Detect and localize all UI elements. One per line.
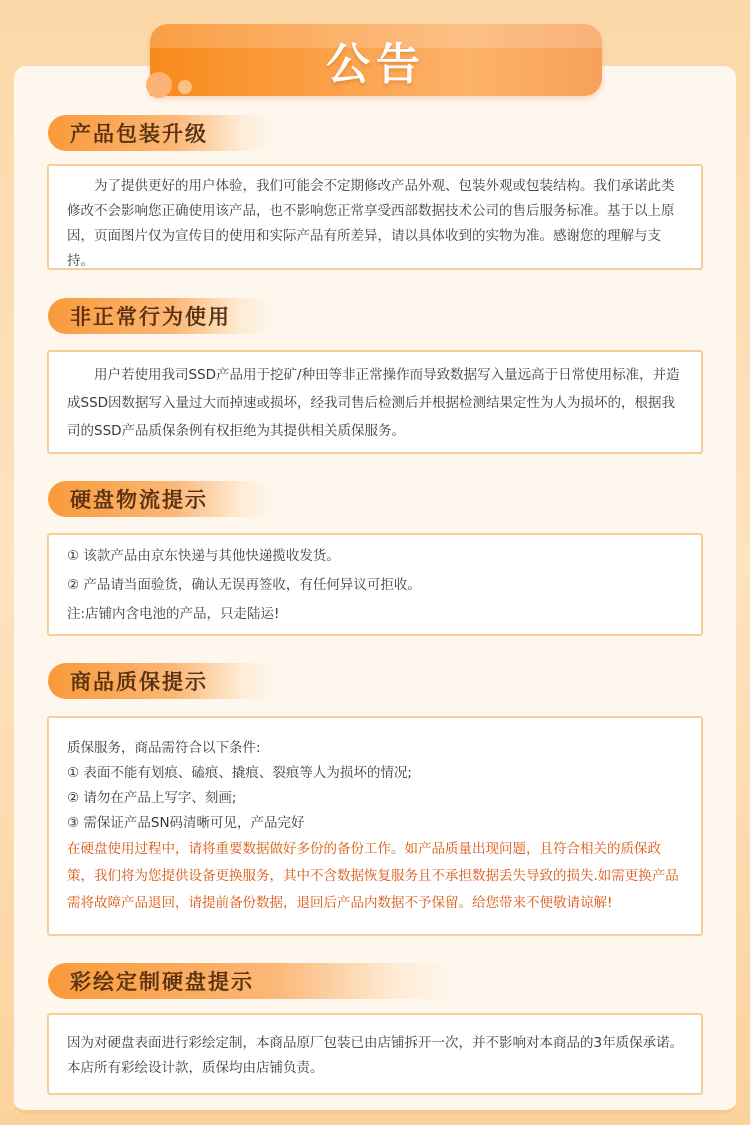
logistics-line: ② 产品请当面验货，确认无误再签收，有任何异议可拒收。 (67, 577, 421, 593)
section-title-text: 商品质保提示 (70, 670, 208, 694)
abnormal-use-paragraph: 用户若使用我司SSD产品用于挖矿/种田等非正常操作而导致数据写入量远高于日常使用标准，并造成SSD因数据写入量过大而掉速或损坏，经我司售后检测后并根据检测结果定性为人为损坏的，根据我司的SSD产品质保条例有权拒绝为其提供相关质保服务。 (67, 367, 680, 439)
warranty-line: ③ 需保证产品SN码清晰可见，产品完好 (67, 815, 305, 831)
warranty-line: 质保服务，商品需符合以下条件: (67, 740, 261, 756)
section-title-text: 产品包装升级 (70, 122, 208, 146)
warranty-line: ① 表面不能有划痕、磕痕、撬痕、裂痕等人为损坏的情况; (67, 765, 412, 781)
warranty-line: ② 请勿在产品上写字、刻画; (67, 790, 237, 806)
section-box-logistics (47, 533, 703, 636)
section-box-packaging (47, 164, 703, 270)
banner-title: 公告 (326, 39, 426, 90)
section-title-warranty (48, 663, 276, 699)
logistics-line: 注:店铺内含电池的产品，只走陆运! (67, 606, 280, 622)
section-title-custom-paint (48, 963, 458, 999)
custom-paint-paragraph: 因为对硬盘表面进行彩绘定制，本商品原厂包装已由店铺拆开一次，并不影响对本商品的3年质保承诺。本店所有彩绘设计款，质保均由店铺负责。 (67, 1035, 684, 1076)
packaging-paragraph: 为了提供更好的用户体验，我们可能会不定期修改产品外观、包装外观或包装结构。我们承诺此类修改不会影响您正确使用该产品，也不影响您正常享受西部数据技术公司的售后服务标准。基于以上原因，页面图片仅为宣传目的使用和实际产品有所差异，请以具体收到的实物为准。感谢您的理解与支持。 (67, 178, 675, 269)
section-title-text: 彩绘定制硬盘提示 (70, 970, 254, 994)
section-title-abnormal-use (48, 298, 276, 334)
section-title-text: 非正常行为使用 (70, 305, 231, 329)
warranty-warning: 在硬盘使用过程中，请将重要数据做好多份的备份工作。如产品质量出现问题，且符合相关的质保政策，我们将为您提供设备更换服务，其中不含数据恢复服务且不承担数据丢失导致的损失.如需更换产品需将故障产品退回，请提前备份数据，退回后产品内数据不予保留。给您带来不便敬请谅解! (67, 841, 679, 911)
section-title-text: 硬盘物流提示 (70, 488, 208, 512)
section-title-packaging (48, 115, 276, 151)
logistics-line: ① 该款产品由京东快递与其他快递揽收发货。 (67, 548, 340, 564)
section-title-logistics (48, 481, 276, 517)
section-box-custom-paint (47, 1013, 703, 1095)
decor-dot-small (178, 80, 192, 94)
section-box-abnormal-use (47, 350, 703, 454)
notice-banner (150, 24, 602, 96)
section-box-warranty (47, 716, 703, 936)
decor-dot-large (146, 72, 172, 98)
